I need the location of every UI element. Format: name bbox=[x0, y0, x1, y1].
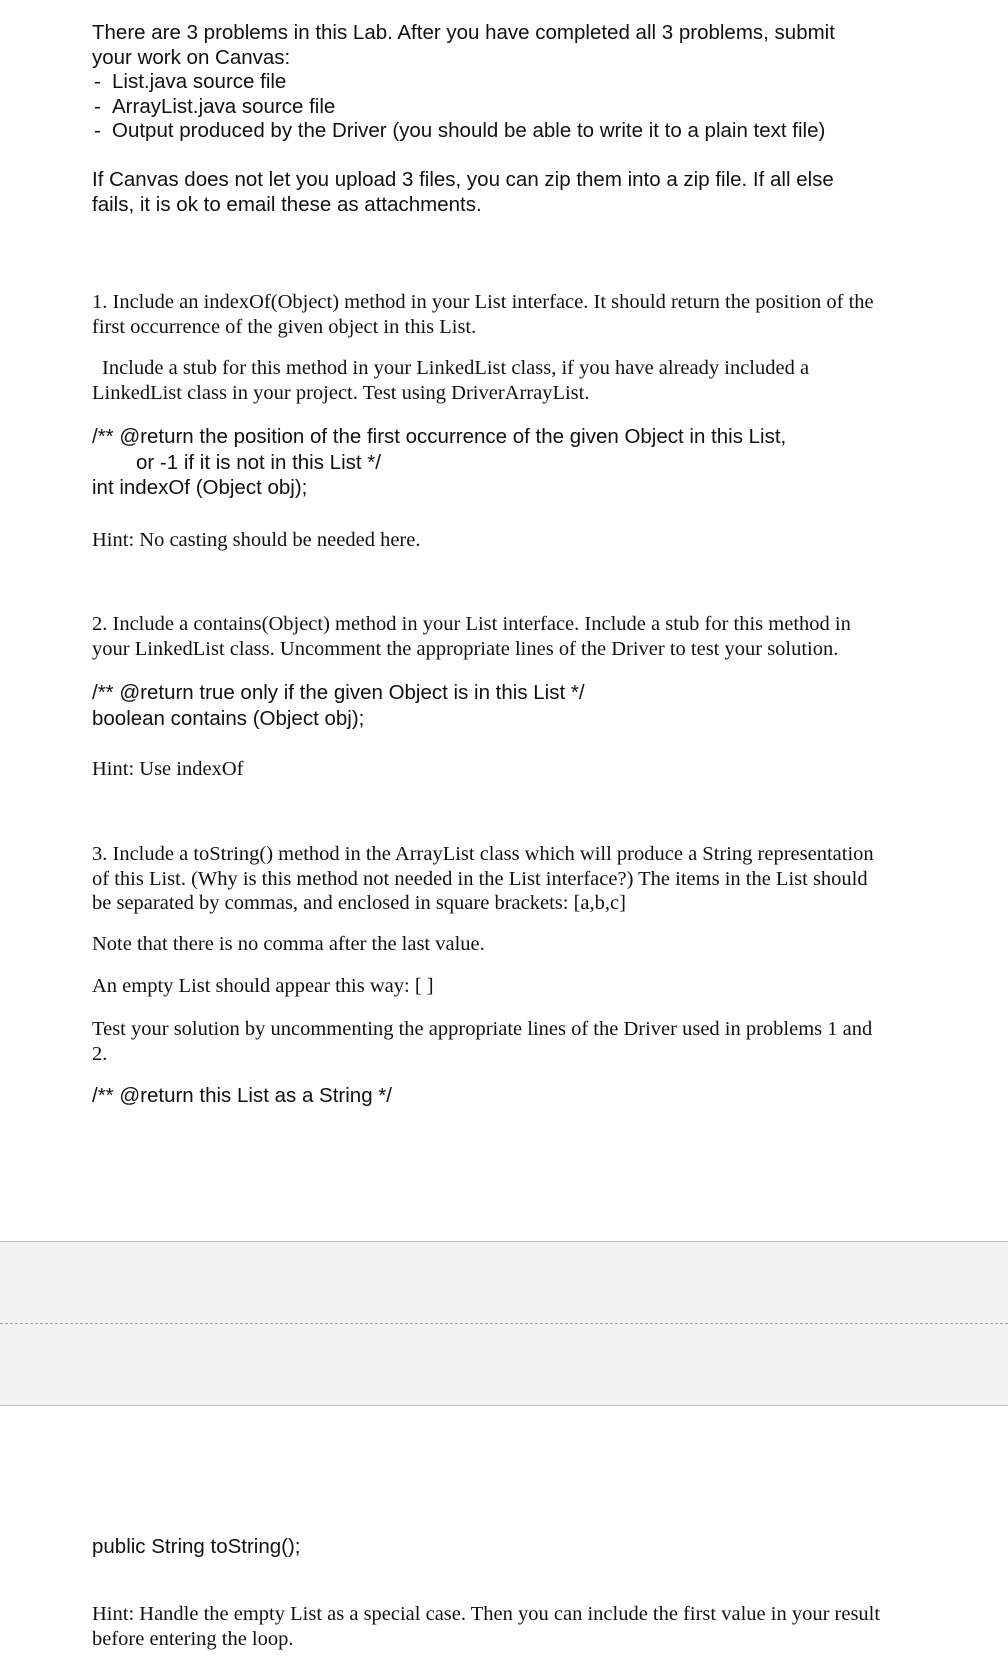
problem-1-stub-line-2: LinkedList class in your project. Test using DriverArrayList. bbox=[92, 381, 590, 404]
problem-3-note-text: Note that there is no comma after the last value. bbox=[92, 933, 485, 955]
problem-2-line-1: 2. Include a contains(Object) method in your List interface. Include a stub for this method in bbox=[92, 613, 851, 635]
intro-line-1: There are 3 problems in this Lab. After you have completed all 3 problems, submit bbox=[92, 21, 835, 44]
problem-3-test bbox=[92, 1017, 922, 1066]
submission-item-driver-output: - Output produced by the Driver (you should be able to write it to a plain text file) bbox=[92, 119, 922, 144]
problem-3-test-line-2: 2. bbox=[92, 1042, 108, 1065]
problem-1-hint bbox=[92, 528, 922, 553]
problem-2-line-2: your LinkedList class. Uncomment the appropriate lines of the Driver to test your solution. bbox=[92, 637, 839, 660]
problem-1-stub-line-1: Include a stub for this method in your LinkedList class, if you have already included a bbox=[102, 357, 810, 379]
upload-note-line-1: If Canvas does not let you upload 3 files, you can zip them into a zip file. If all else bbox=[92, 168, 834, 191]
problem-3-hint-line-2: before entering the loop. bbox=[92, 1627, 294, 1650]
intro-line-2: your work on Canvas: bbox=[92, 45, 291, 69]
problem-2-code-comment: /** @return true only if the given Object is in this List */ bbox=[92, 681, 585, 704]
submission-item-arraylist-java: - ArrayList.java source file bbox=[92, 95, 922, 120]
problem-3-code-signature: public String toString(); bbox=[92, 1535, 301, 1558]
problem-1-line-1: 1. Include an indexOf(Object) method in your List interface. It should return the position of the bbox=[92, 291, 874, 313]
problem-3-code-comment-block bbox=[92, 1084, 922, 1109]
problem-2-code bbox=[92, 680, 922, 732]
problem-3-hint-line-1: Hint: Handle the empty List as a special case. Then you can include the first value in your result bbox=[92, 1603, 881, 1625]
problem-2-hint-text: Hint: Use indexOf bbox=[92, 758, 244, 780]
problem-2-code-signature: boolean contains (Object obj); bbox=[92, 707, 365, 730]
problem-3-line-2: of this List. (Why is this method not needed in the List interface?) The items in the List should bbox=[92, 867, 868, 890]
problem-3-empty-text: An empty List should appear this way: [ ] bbox=[92, 975, 434, 997]
submission-list bbox=[92, 70, 922, 144]
problem-1-code-signature: int indexOf (Object obj); bbox=[92, 476, 308, 499]
problem-1-code bbox=[92, 424, 922, 501]
problem-3-statement bbox=[92, 842, 922, 916]
page-break-divider bbox=[0, 1323, 1008, 1324]
upload-note bbox=[92, 168, 922, 217]
problem-1-hint-text: Hint: No casting should be needed here. bbox=[92, 529, 421, 551]
problem-3-line-3: be separated by commas, and enclosed in square brackets: [a,b,c] bbox=[92, 892, 626, 914]
problem-2-statement bbox=[92, 612, 922, 661]
problem-1-line-2: first occurrence of the given object in this List. bbox=[92, 315, 477, 338]
problem-3-note bbox=[92, 932, 922, 957]
problem-3-line-1: 3. Include a toString() method in the ArrayList class which will produce a String representation bbox=[92, 843, 874, 865]
submission-item-list-java: - List.java source file bbox=[92, 70, 922, 95]
problem-1-code-comment-1: /** @return the position of the first occurrence of the given Object in this List, bbox=[92, 425, 787, 448]
problem-3-code-comment: /** @return this List as a String */ bbox=[92, 1084, 392, 1107]
problem-3-code-signature-block bbox=[92, 1535, 922, 1560]
problem-1-statement bbox=[92, 290, 922, 339]
problem-1-code-comment-2: or -1 if it is not in this List */ bbox=[136, 450, 381, 474]
problem-3-test-line-1: Test your solution by uncommenting the appropriate lines of the Driver used in problems 1 and bbox=[92, 1018, 873, 1040]
upload-note-line-2: fails, it is ok to email these as attachments. bbox=[92, 192, 482, 216]
page-break bbox=[0, 1241, 1008, 1406]
problem-2-hint bbox=[92, 757, 922, 782]
problem-3-hint bbox=[92, 1602, 922, 1651]
problem-1-stub-note bbox=[92, 356, 922, 405]
problem-3-empty-list bbox=[92, 974, 922, 999]
intro-section bbox=[92, 21, 922, 144]
